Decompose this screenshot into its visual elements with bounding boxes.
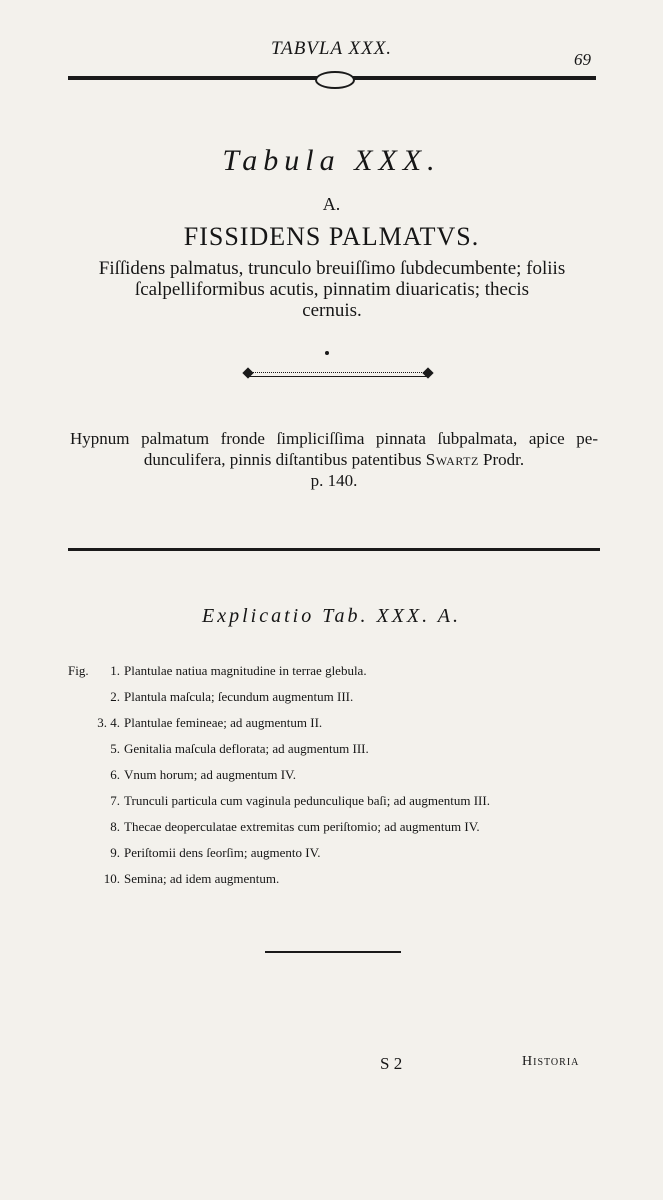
figure-number: 9. [110,845,120,860]
figure-description: Vnum horum; ad augmentum IV. [124,767,296,782]
synonym-source: Prodr. [478,450,525,469]
synonym-author: Swartz [425,450,479,469]
figure-description: Periſtomii dens ſeorſim; augmento IV. [124,845,321,860]
figure-row [68,767,608,785]
figure-description: Plantula maſcula; ſecundum augmentum III. [124,689,354,704]
header-rule-ornament [315,71,355,89]
figure-number: 5. [110,741,120,756]
plate-title: Tabula XXX. [222,144,441,177]
figure-description: Plantulae femineae; ad augmentum II. [124,715,323,730]
figure-row [68,793,608,811]
diagnosis-line: cernuis. [302,300,362,321]
figure-number: 7. [110,793,120,808]
figure-description: Thecae deoperculatae extremitas cum periſtomio; ad augmentum IV. [124,819,480,834]
page-number: 69 [574,50,591,69]
catchword: Historia [522,1054,580,1069]
plate-letter: A. [322,194,341,214]
synonym-block [70,428,598,491]
synonym-line-1: Hypnum palmatum fronde ſimpliciſſima pinnata ſubpalmata, apice pe- [70,429,598,448]
running-head: TABVLA XXX. [270,38,393,59]
signature-mark: S 2 [380,1054,403,1073]
figure-number: 2. [110,689,120,704]
figure-number: 10. [103,871,120,886]
explanation-heading: Explicatio Tab. XXX. A. [202,605,461,627]
figure-row [68,741,608,759]
species-name: FISSIDENS PALMATVS. [183,222,480,251]
ornament-divider [248,372,428,377]
figure-description: Plantulae natiua magnitudine in terrae glebula. [124,663,367,678]
figure-number: 6. [110,767,120,782]
species-diagnosis [64,258,600,321]
figure-row [68,819,608,837]
figure-row [68,845,608,863]
synonym-page-ref: p. 140. [310,471,358,490]
section-rule [68,548,600,551]
figure-number: 8. [110,819,120,834]
figure-row [68,689,608,707]
figure-description: Genitalia maſcula deflorata; ad augmentum III. [124,741,369,756]
diagnosis-line: ſcalpelliformibus acutis, pinnatim diuaricatis; thecis [134,279,530,300]
synonym-text: dunculifera, pinnis diſtantibus patentibus [143,450,426,469]
figure-row [68,897,608,915]
synonym-line-2 [70,449,598,470]
figure-number: 3. 4. [97,715,120,730]
diagnosis-line: Fiſſidens palmatus, trunculo breuiſſimo ſubdecumbente; foliis [98,258,566,279]
figure-description: Semina; ad idem augmentum. [124,871,280,886]
figure-description: Trunculi particula cum vaginula pedunculique baſi; ad augmentum III. [124,793,490,808]
figure-row [68,715,608,733]
figure-row [68,871,608,889]
figure-number: 1. [110,663,120,678]
end-rule [265,951,401,953]
figure-row [68,663,608,681]
figure-label: Fig. [68,663,89,678]
ornament-dot [325,351,329,355]
